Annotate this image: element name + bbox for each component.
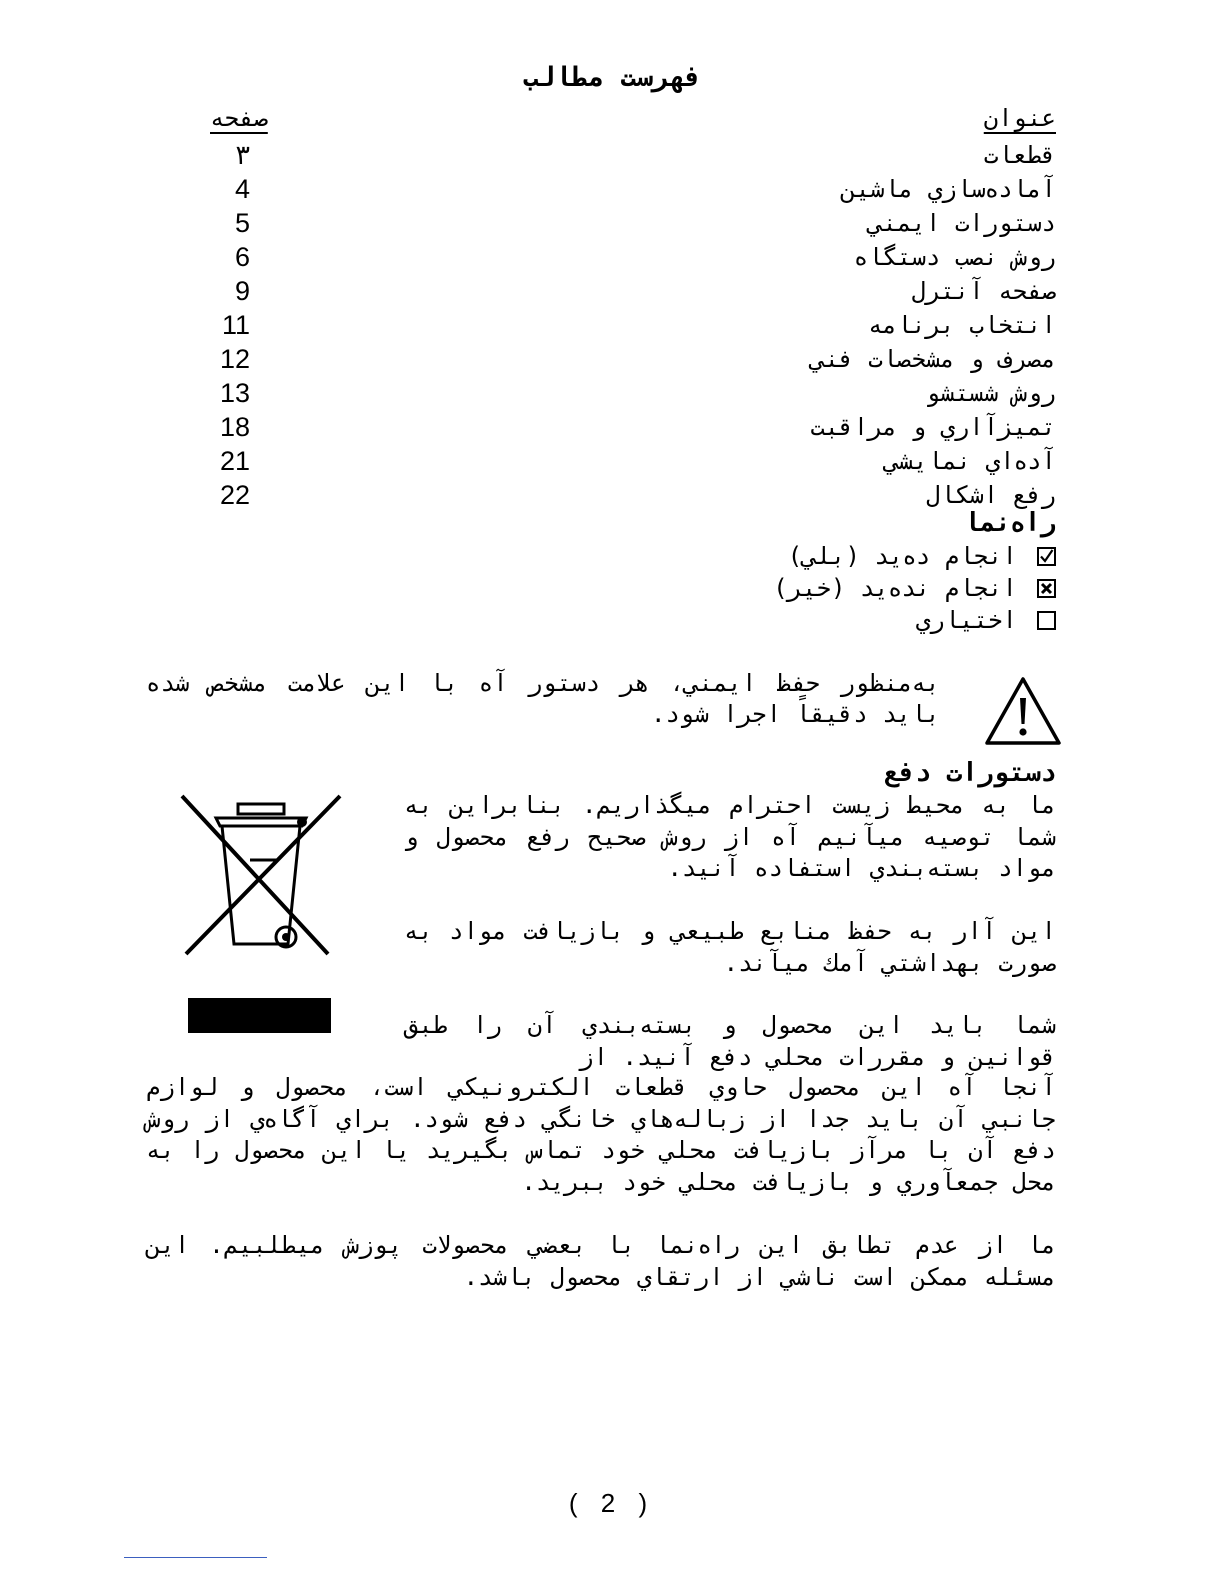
toc-page-number: ٣ [235,140,250,170]
guide-legend [636,540,1056,636]
toc-header-page: صفحه [210,104,268,132]
toc-page-number: 11 [221,310,250,340]
legend-text: انجام دەيد (بلي) [787,542,1017,570]
legend-text: اختياري [915,606,1017,634]
toc-label: مصرف و مشخصات فني [810,345,1056,373]
toc-label: قطعات [983,141,1056,169]
disposal-paragraph: آنجا آه اين محصول حاوي قطعات الكترونيكي است، محصول و لوازم جانبي آن بايد جدا از زبالەهاي خانگي دفع شود. براي آگاەي از روش دفع آن با مرآز بازيافت محلي خود تماس بگيريد يا اين محصول را به محل جمعآوري و بازيافت محلي خود ببريد. [146,1073,1056,1196]
toc-leader-dots [284,138,970,172]
toc-page-number: 18 [219,412,250,442]
toc-label: انتخاب برنامه [868,311,1056,339]
toc-row[interactable] [180,274,1056,308]
crossed-bin-icon [178,792,344,962]
toc-row[interactable] [180,376,1056,410]
toc-row[interactable] [180,342,1056,376]
disposal-title: دستورات دفع [883,758,1056,788]
disposal-paragraph: اين آار به حفظ منابع طبيعي و بازيافت مواد به صورت بهداشتي آمك ميآند. [404,917,1056,977]
page-number: ( 2 ) [568,1488,656,1518]
toc-label: آدەاي نمايشي [884,447,1056,475]
toc-row[interactable] [180,240,1056,274]
checked-box-icon [1037,547,1056,566]
toc-leader-dots [284,342,796,376]
legend-text: انجام ندەيد (خير) [773,574,1017,602]
footer-divider [124,1557,267,1558]
toc-leader-dots [284,308,854,342]
toc-row[interactable] [180,172,1056,206]
toc-leader-dots [284,172,827,206]
toc-row[interactable] [180,478,1056,512]
toc-leader-dots [284,444,870,478]
toc-page-number: 12 [219,344,250,374]
warning-triangle-icon [984,676,1062,746]
toc-page-number: 22 [219,480,250,510]
empty-box-icon [1037,611,1056,630]
toc-row[interactable] [180,206,1056,240]
toc-header-title: عنوان [983,104,1056,132]
warning-text: بەمنظور حفظ ايمني، هر دستور آه با اين علامت مشخص شده بايد دقيقاً اجرا شود. [146,669,940,728]
toc-page-number: 4 [234,174,250,204]
toc-label: دستورات ايمني [868,209,1056,237]
disposal-paragraph: ما به محيط زيست احترام ميگذاريم. بنابراين به شما توصيه ميآنيم آه از روش صحيح رفع محصول و مواد بستەبندي استفاده آنيد. [404,791,1056,882]
toc-leader-dots [284,240,840,274]
toc-page-number: 9 [234,276,250,306]
legend-item-do [636,540,1056,572]
crossed-box-icon [1037,579,1056,598]
toc-label: روش نصب دستگاه [853,243,1056,271]
table-of-contents [180,138,1056,512]
toc-label: روش شستشو [925,379,1056,407]
toc-leader-dots [284,206,854,240]
toc-page-number: 13 [219,378,250,408]
toc-row[interactable] [180,410,1056,444]
toc-row[interactable] [180,308,1056,342]
toc-page-number: 5 [234,208,250,238]
toc-row[interactable] [180,444,1056,478]
toc-page-number: 21 [219,446,250,476]
toc-row[interactable] [180,138,1056,172]
toc-leader-dots [284,410,796,444]
toc-label: رفع اشكال [925,481,1056,509]
toc-label: آمادەسازي ماشين [841,175,1056,203]
toc-leader-dots [284,376,912,410]
legend-item-optional [636,604,1056,636]
toc-leader-dots [284,274,898,308]
disposal-paragraph: شما بايد اين محصول و بستەبندي آن را طبق قوانين و مقررات محلي دفع آنيد. از [404,1011,1056,1071]
guide-title: راەنما [964,508,1056,538]
toc-page-number: 6 [234,242,250,272]
separate-collection-bar [188,998,331,1033]
toc-label: صفحه آنترل [911,277,1056,305]
disposal-paragraph: ما از عدم تطابق اين راەنما با بعضي محصولات پوزش ميطلبيم. اين مسئله ممكن است ناشي از ارتقاي محصول باشد. [146,1231,1056,1291]
legend-item-dont [636,572,1056,604]
page-title: فهرست مطالب [522,62,702,93]
toc-leader-dots [284,478,912,512]
toc-label: تميزآاري و مراقبت [810,413,1056,441]
